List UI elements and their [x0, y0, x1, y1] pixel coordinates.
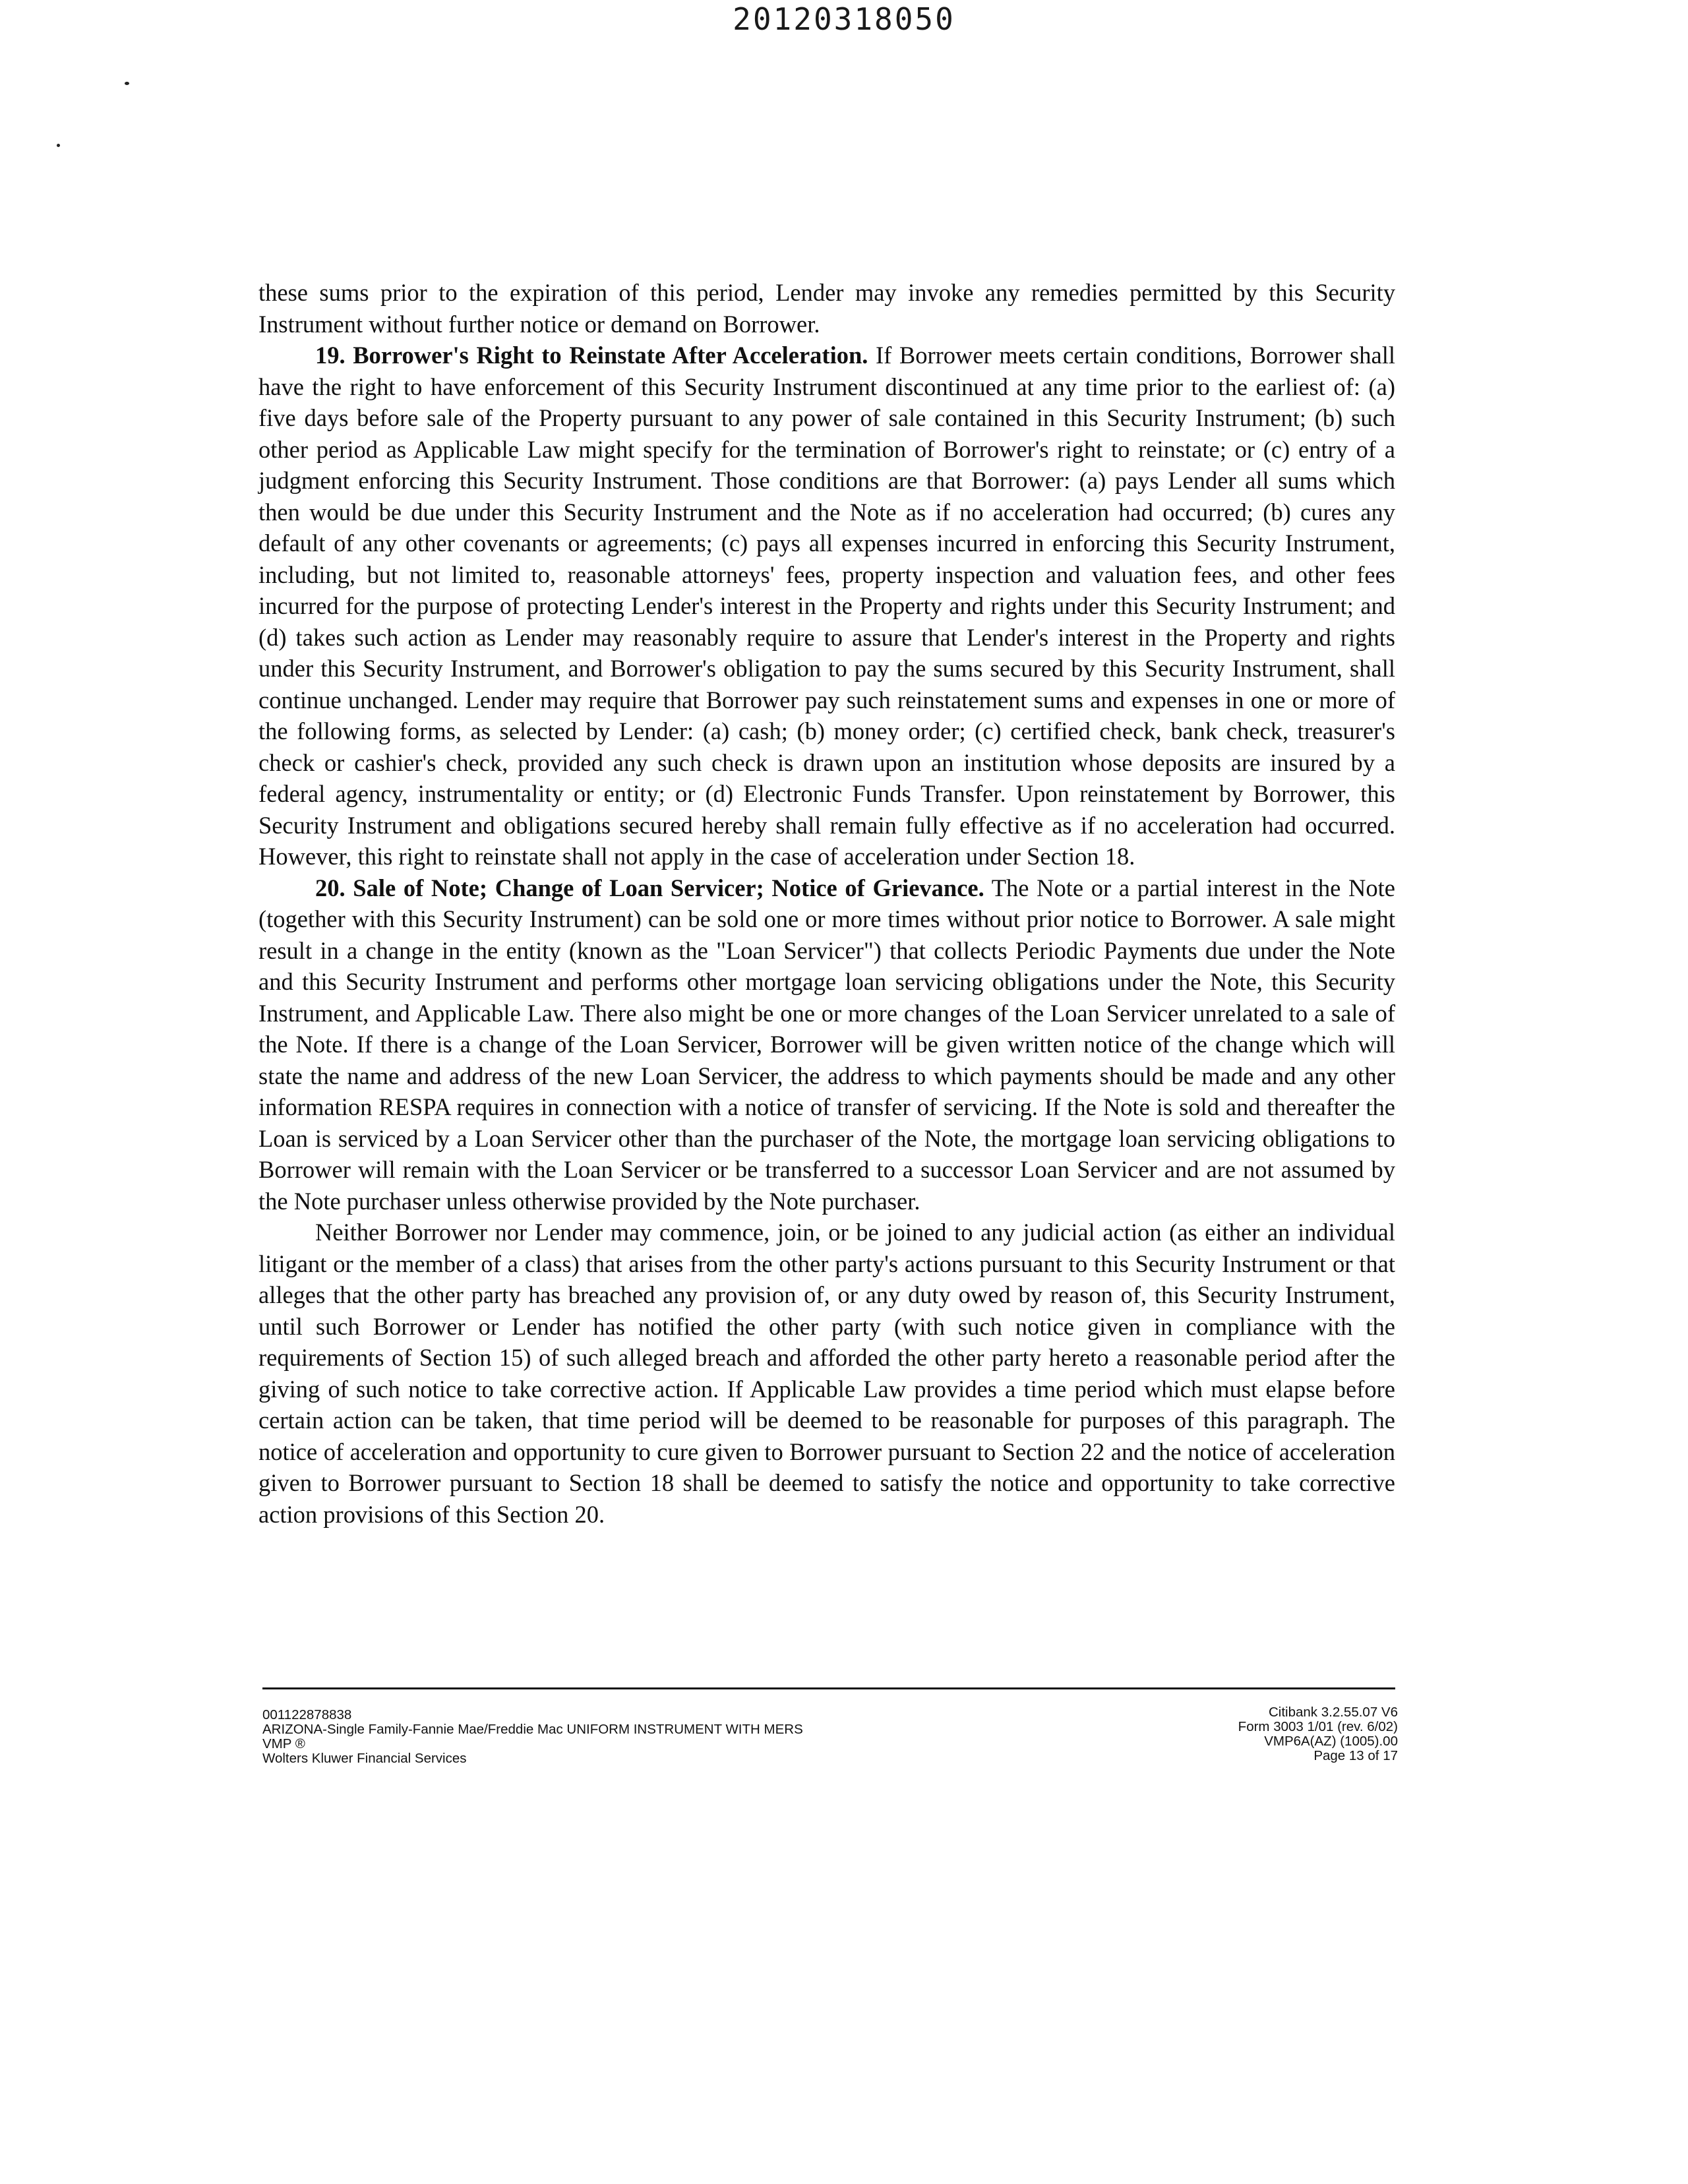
scan-speck [125, 82, 129, 85]
section-20-paragraph [258, 872, 1395, 1217]
vmp-code: VMP6A(AZ) (1005).00 [1264, 1734, 1398, 1749]
scan-speck [57, 144, 60, 147]
page-number: Page 13 of 17 [1313, 1748, 1398, 1763]
recording-number: 20120318050 [733, 1, 955, 37]
footer-divider [262, 1687, 1395, 1689]
paragraph-continuation: these sums prior to the expiration of this period, Lender may invoke any remedies permitted by this Security Instrument without further notice or demand on Borrower. [258, 279, 1395, 338]
section-20-paragraph-2: Neither Borrower nor Lender may commence, join, or be joined to any judicial action (as either an individual litigant or the member of a class) that arises from the other party's actions pursuant to this Security Instrument or that alleges that the other party has breached any provision of, or any duty owed by reason of, this Security Instrument, until such Borrower or Lender has notified the other party (with such notice given in compliance with the requirements of Section 15) of such alleged breach and afforded the other party hereto a reasonable period after the giving of such notice to take corrective action. If Applicable Law provides a time period which must elapse before certain action can be taken, that time period will be deemed to be reasonable for purposes of this paragraph. The notice of acceleration and opportunity to cure given to Borrower pursuant to Section 22 and the notice of acceleration given to Borrower pursuant to Section 18 shall be deemed to satisfy the notice and opportunity to take corrective action provisions of this Section 20. [258, 1219, 1395, 1528]
form-version: Citibank 3.2.55.07 V6 [1268, 1705, 1398, 1720]
document-body [258, 277, 1395, 1530]
section-20-heading: 20. Sale of Note; Change of Loan Servicer; Notice of Grievance. [315, 874, 984, 901]
section-19-paragraph [258, 340, 1395, 872]
footer-left [262, 1708, 803, 1766]
publisher: Wolters Kluwer Financial Services [262, 1751, 467, 1766]
loan-number: 001122878838 [262, 1707, 352, 1722]
form-number: Form 3003 1/01 (rev. 6/02) [1238, 1719, 1398, 1734]
section-19-text: If Borrower meets certain conditions, Borrower shall have the right to have enforcement of this Security Instrument discontinued at any time prior to the earliest of: (a) five days before sale of the Property pursuant to any power of sale contained in this Security Instrument; (b) such other period as Applicable Law might specify for the termination of Borrower's right to reinstate; or (c) entry of a judgment enforcing this Security Instrument. Those conditions are that Borrower: (a) pays Lender all sums which then would be due under this Security Instrument and the Note as if no acceleration had occurred; (b) cures any default of any other covenants or agreements; (c) pays all expenses incurred in enforcing this Security Instrument, including, but not limited to, reasonable attorneys' fees, property inspection and valuation fees, and other fees incurred for the purpose of protecting Lender's interest in the Property and rights under this Security Instrument; and (d) takes such action as Lender may reasonably require to assure that Lender's interest in the Property and rights under this Security Instrument, and Borrower's obligation to pay the sums secured by this Security Instrument, shall continue unchanged. Lender may require that Borrower pay such reinstatement sums and expenses in one or more of the following forms, as selected by Lender: (a) cash; (b) money order; (c) certified check, bank check, treasurer's check or cashier's check, provided any such check is drawn upon an institution whose deposits are insured by a federal agency, instrumentality or entity; or (d) Electronic Funds Transfer. Upon reinstatement by Borrower, this Security Instrument and obligations secured hereby shall remain fully effective as if no acceleration had occurred. However, this right to reinstate shall not apply in the case of acceleration under Section 18. [258, 342, 1395, 870]
section-19-heading: 19. Borrower's Right to Reinstate After Acceleration. [315, 342, 868, 369]
vmp-mark: VMP ® [262, 1736, 305, 1751]
form-title: ARIZONA-Single Family-Fannie Mae/Freddie Mac UNIFORM INSTRUMENT WITH MERS [262, 1722, 803, 1737]
section-20-text: The Note or a partial interest in the Note (together with this Security Instrument) can be sold one or more times without prior notice to Borrower. A sale might result in a change in the entity (known as the "Loan Servicer") that collects Periodic Payments due under the Note and this Security Instrument and performs other mortgage loan servicing obligations under the Note, this Security Instrument, and Applicable Law. There also might be one or more changes of the Loan Servicer unrelated to a sale of the Note. If there is a change of the Loan Servicer, Borrower will be given written notice of the change which will state the name and address of the new Loan Servicer, the address to which payments should be made and any other information RESPA requires in connection with a notice of transfer of servicing. If the Note is sold and thereafter the Loan is serviced by a Loan Servicer other than the purchaser of the Note, the mortgage loan servicing obligations to Borrower will remain with the Loan Servicer or be transferred to a successor Loan Servicer and are not assumed by the Note purchaser unless otherwise provided by the Note purchaser. [258, 874, 1395, 1215]
footer-right [1238, 1705, 1398, 1763]
